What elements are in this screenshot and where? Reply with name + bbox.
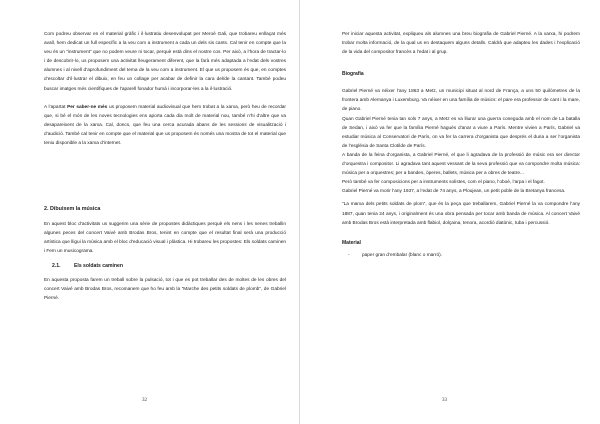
right-paragraph-intro: Per iniciar aquesta activitat, expliqueu als alumnes una breu biografia de Gabriel Pierné. A la xarxa, hi podrem trobar molta informació, de la qual us en destaquem alguns detalls. Caldrà que adapteu les dades i l’explicació de la vida del compositor francès a l’edat i al grup. xyxy=(342,32,580,56)
page-number-right: 33 xyxy=(442,398,447,403)
page-number-left: 32 xyxy=(142,398,147,403)
material-item-text: paper gran d’embalar (blanc o marró). xyxy=(362,252,442,258)
right-page xyxy=(300,0,600,424)
subsection-title: Els soldats caminen xyxy=(74,262,123,269)
subsection-number: 2.1. xyxy=(52,262,61,269)
section-heading-draw-music: 2. Dibuixem la música xyxy=(44,206,101,213)
material-list-item xyxy=(342,251,580,260)
material-heading: Material xyxy=(342,239,361,246)
bio-paragraph-composer: A banda de la feina d’organista, a Gabriel Pierné, el que li agradava de la professió de músic era ser director d’orquestra i compositor. Li agradava tant aquest vessant de la seva professió que va compondre molta música: música per a orquestres; per a bandes, òperes, ballets, música per a obres de teatre... xyxy=(342,152,580,177)
left-paragraph-more-info: A l’apartat Per saber-ne més us proposem material audiovisual que hem trobat a la xarxa, però heu de recordar que, si bé el món de les noves tecnologies ens aporta cada dia molt de material nou, també n’hi d’altre que va desapareixent de la xarxa. Cal, doncs, que feu una cerca acurada abans de les sessions de visualització i d’audició. També cal tenir en compte que el material que us proposem és només una mostra de tot el material que teniu disponible a la xarxa d’internet. xyxy=(44,104,287,147)
bio-paragraph-solo: Però també va fer composicions per a instruments solistes, com el piano, l’oboè, l’arpa i el fagot. xyxy=(342,180,545,186)
list-dash: - xyxy=(348,252,350,258)
left-paragraph-pulse: En aquesta proposta farem un treball sobre la pulsació, tot i que es pot treballar des de moltes de les obres del concert Vaivé amb Brodas Bros, recomanem que ho feu amb la “Marche des petits soldats de plomb”, de Gabriel Pierné. xyxy=(44,277,286,301)
bio-paragraph-paris: Quan Gabriel Pierné tenia tan sols 7 anys, a Metz es va lliurar una guerra coneguda amb el nom de La batalla de Sedan, i això va fer que la família Pierné haguès d’anar a viure a París. Mentre vivien a París, Gabriel va estudiar música al Conservatori de París, on va fer la carrera d’organista que després el duria a ser l’organista de l’església de Santa Clotilde de París. xyxy=(342,116,580,149)
left-paragraph-voice: Com podreu observar en el material gràfic i il·lustratiu desenvolupat per Meroè Gali, que trobareu enllaçat més avall, hem dedicat un full específic a la veu com a instrument a cada un dels sis cants. Cal tenir en compte que la veu és un “instrument” que no podem veure ni tocar, perquè està dins el nostre cos. Per això, a l’hora de tractar-lo i de descobrir-lo, us proposem una activitat lleugerament diferent, que la farà més adaptada a l’edat dels vostres alumnes i al nivell d’aprofundiment del tema de la veu com a instrument. El que us proposem és que, en comptes d’escoltar d’il·lustrar el dibuix, en feu un collage per acabar de definir la cara del/de la cantant. També podeu buscar imatges més científiques de l’aparell fonador humà i incorporar-les a la il·lustració. xyxy=(44,32,286,92)
left-page-column xyxy=(44,30,286,303)
bio-paragraph-march: “La marxa dels petits soldats de plom”, que és la peça que treballarem, Gabriel Pierné la va compondre l’any 1887, quan tenia 24 anys, i originalment és una obra pensada per tocar amb banda de música. Al concert Vaivé amb Brodas Bros està interpretada amb flabiol, dolçaina, tenora, acordió diatònic, tuba i percussió. xyxy=(342,202,580,226)
bio-paragraph-death: Gabriel Pierné va morir l’any 1937, a l’edat de 74 anys, a Ploujean, un petit poble de la Bretanya francesa. xyxy=(342,189,566,195)
bio-paragraph-birth: Gabriel Pierné va néixer l’any 1863 a Metz, un municipi situat al nord de França, a uns 50 quilòmetres de la frontera amb Alemanya i Luxemburg. Va néixer en una família de músics: el pare era professor de cant i la mare, de piano. xyxy=(342,89,580,113)
right-page-column xyxy=(342,30,580,260)
left-paragraph-activities: En aquest bloc d’activitats us suggerim una sèrie de propostes didàctiques perquè els nens i les nenes treballin algunes peces del concert Vaivé amb Brodas Bros, tenint en compte que el resultat final serà una producció artística que lligui la música amb el bloc d’educació visual i plàstica. Hi trobareu les propostes: Els soldats caminen i Fem un musicograma. xyxy=(44,222,286,255)
more-info-bold: Per saber-ne més xyxy=(67,104,108,110)
subsection-heading-soldiers xyxy=(44,261,286,271)
biography-heading: Biografia xyxy=(342,71,364,78)
